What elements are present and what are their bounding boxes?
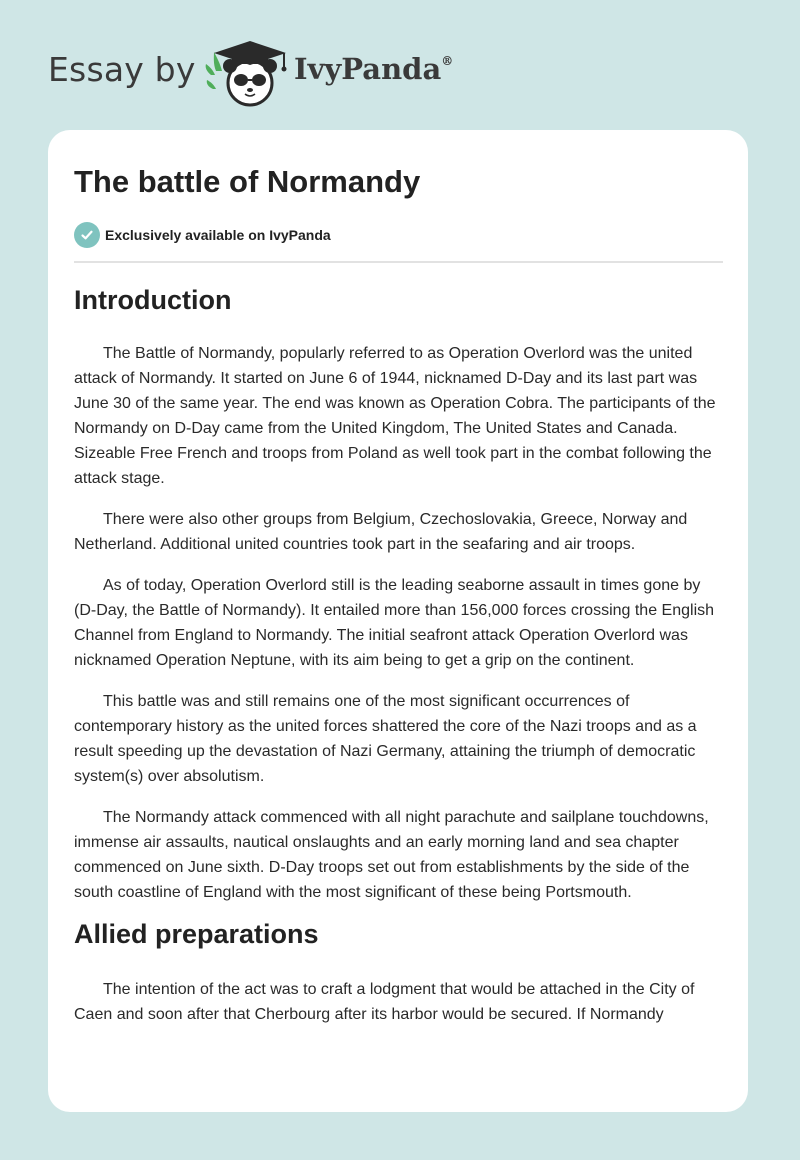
panda-logo-icon — [202, 37, 290, 109]
brand-name: IvyPanda® — [294, 52, 454, 86]
paragraph: The intention of the act was to craft a lodgment that would be attached in the City of Caen and soon after that Cherbourg after its harbor would be secured. If Normandy — [74, 981, 695, 1023]
registered-mark: ® — [441, 54, 454, 68]
exclusive-badge — [74, 222, 331, 248]
site-header — [0, 0, 800, 120]
exclusive-badge-text: Exclusively available on IvyPanda — [105, 227, 331, 243]
page-title: The battle of Normandy — [74, 164, 421, 199]
check-circle-icon — [74, 222, 100, 248]
essay-content — [74, 278, 723, 1027]
brand-essay-by: Essay by — [48, 50, 196, 89]
essay-card — [48, 130, 748, 1112]
divider — [74, 261, 723, 263]
paragraph: The Battle of Normandy, popularly referred to as Operation Overlord was the united attack of Normandy. It started on June 6 of 1944, nicknamed D-Day and its last part was June 30 of the same year. The end was known as Operation Cobra. The participants of the Normandy on D-Day came from the United Kingdom, The United States and Canada. Sizeable Free French and troops from Poland as well took part in the combat following the attack stage. — [74, 345, 716, 487]
section-heading-introduction: Introduction — [74, 285, 232, 315]
paragraph: There were also other groups from Belgium, Czechoslovakia, Greece, Norway and Netherland. Additional united countries took part in the seafaring and air troops. — [74, 511, 688, 553]
paragraph: This battle was and still remains one of the most significant occurrences of contemporary history as the united forces shattered the core of the Nazi troops and as a result speeding up the devastation of Nazi Germany, attaining the triumph of democratic system(s) over absolutism. — [74, 693, 697, 785]
paragraph: As of today, Operation Overlord still is the leading seaborne assault in times gone by (D-Day, the Battle of Normandy). It entailed more than 156,000 forces crossing the English Channel from England to Normandy. The initial seafront attack Operation Overlord was nicknamed Operation Neptune, with its aim being to get a grip on the continent. — [74, 577, 715, 669]
section-heading-allied-preparations: Allied preparations — [74, 919, 319, 949]
paragraph: The Normandy attack commenced with all night parachute and sailplane touchdowns, immense air assaults, nautical onslaughts and an early morning land and sea chapter commenced on June sixth. D-Day troops set out from establishments by the side of the south coastline of England with the most significant of these being Portsmouth. — [74, 809, 709, 901]
